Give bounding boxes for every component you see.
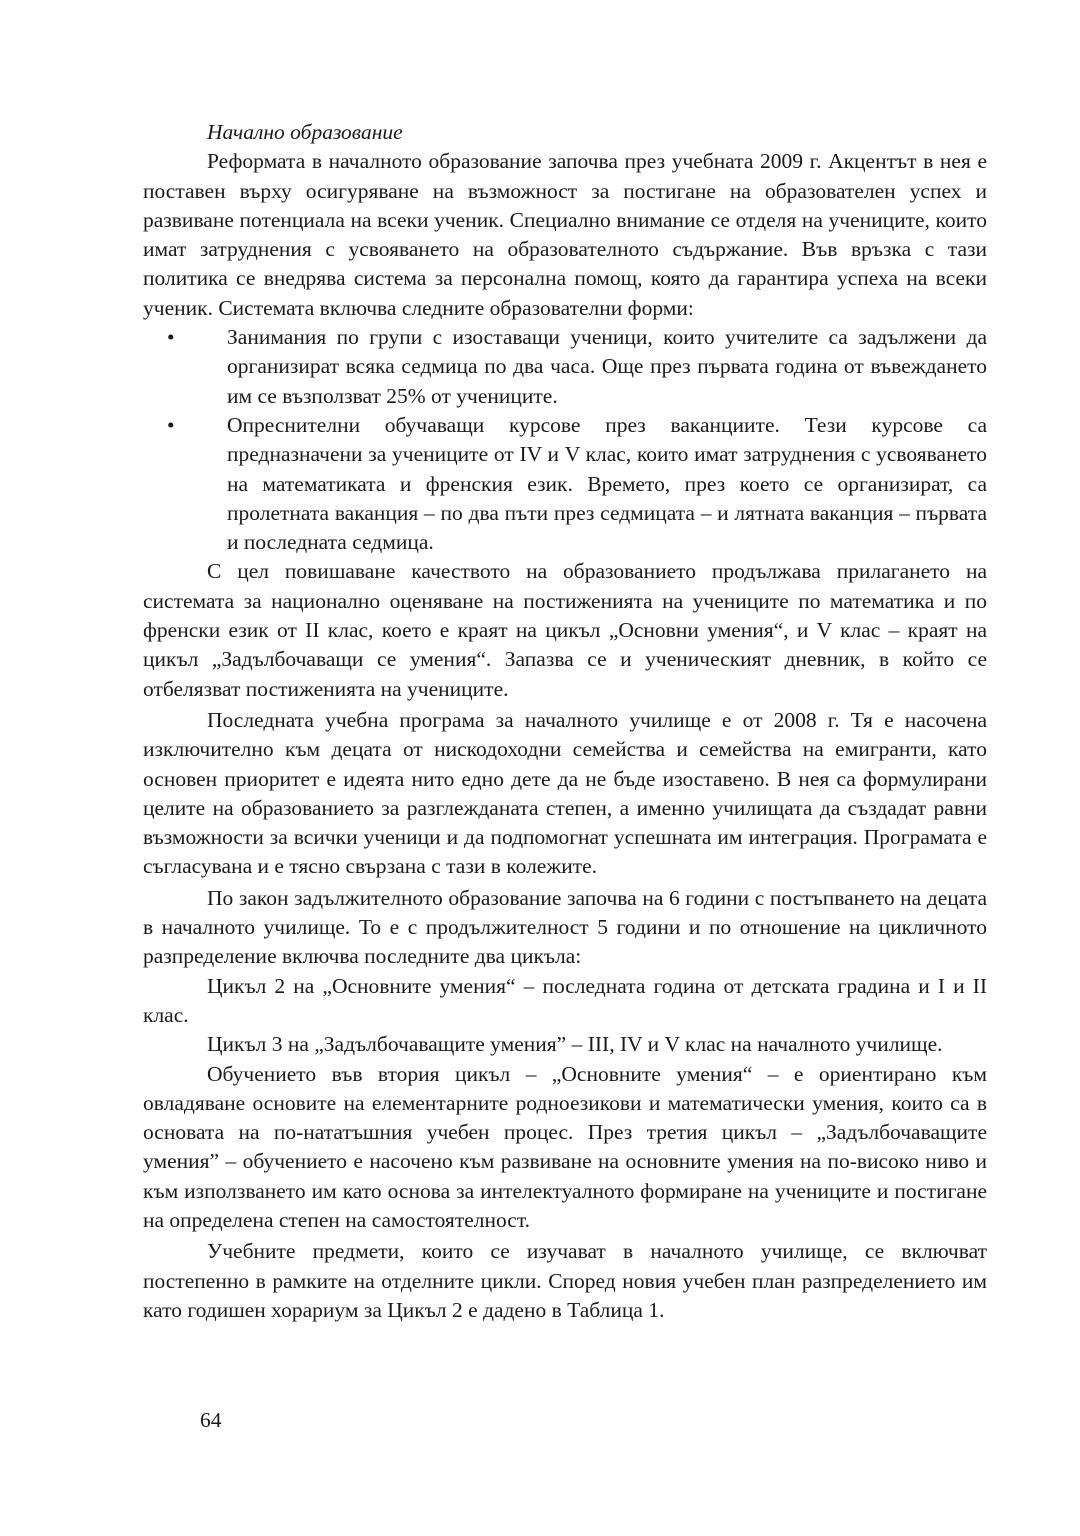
bullet-symbol: •	[167, 412, 175, 437]
intro-paragraph: Реформата в началното образование започва през учебната 2009 г. Акцентът в нея е поставен върху осигуряване на възможност за постигане на образователен успех и развиване потенциала на всеки ученик. Специално внимание се отделя на учениците, които имат затруднения с усвояването на образователното съдържание. Във връзка с тази политика се внедрява система за персонална помощ, която да гарантира успеха на всеки ученик. Системата включва следните образователни форми:	[143, 149, 987, 320]
paragraph-curriculum: Последната учебна програма за началното училище е от 2008 г. Тя е насочена изключително към децата от нискодоходни семейства и семейства на емигранти, като основен приоритет е идеята нито едно дете да не бъде изоставено. В нея са формулирани целите на образованието за разглежданата степен, а именно училищата да създадат равни възможности за всички ученици и да подпомогнат успешната им интеграция. Програмата е съгласувана и е тясно свързана с тази в колежите.	[143, 707, 987, 879]
bullet-text: Опреснителни обучаващи курсове през ваканциите. Тези курсове са предназначени за учениците от IV и V клас, които имат затруднения с усвояването на математиката и френския език. Времето, през което се организират, са пролетната ваканция – по два пъти през седмицата – и лятната ваканция – първата и последната седмица.	[227, 412, 987, 555]
paragraph-cycle-3: Цикъл 3 на „Задълбочаващите умения” – III, IV и V клас на началното училище.	[207, 1032, 943, 1057]
paragraph-training-cycles: Обучението във втория цикъл – „Основните умения“ – е ориентирано към овладяване основите на елементарните родноезикови и математически умения, които са в основата на по-нататъшния учебен процес. През третия цикъл – „Задълбочаващите умения” – обучението е насочено към развиване на основните умения на по-високо ниво и към използването им като основа за интелектуалното формиране на учениците и постигане на определена степен на самостоятелност.	[143, 1061, 987, 1232]
paragraph-subjects: Учебните предмети, които се изучават в началното училище, се включват постепенно в рамките на отделните цикли. Според новия учебен план разпределението им като годишен хорариум за Цикъл 2 е дадено в Таблица 1.	[143, 1239, 987, 1322]
bullet-item	[143, 411, 987, 557]
page-number: 64	[200, 1408, 222, 1432]
paragraph-cycle-2: Цикъл 2 на „Основните умения“ – последната година от детската градина и I и II клас.	[143, 973, 987, 1027]
bullet-list	[143, 323, 987, 557]
bullet-text: Занимания по групи с изоставащи ученици, които учителите са задължени да организират всяка седмица по два часа. Още през първата година от въвеждането им се възползват 25% от учениците.	[227, 325, 987, 408]
paragraph-compulsory-education: По закон задължителното образование започва на 6 години с постъпването на децата в началното училище. То е с продължителност 5 години и по отношение на цикличното разпределение включва последните два цикъла:	[143, 885, 987, 969]
paragraph-assessment: С цел повишаване качеството на образованието продължава прилагането на системата за национално оценяване на постиженията на учениците по математика и по френски език от II клас, което е краят на цикъл „Основни умения“, и V клас – краят на цикъл „Задълбочаващи се умения“. Запазва се и ученическият дневник, в който се отбелязват постиженията на учениците.	[143, 559, 987, 701]
section-title: Начално образование	[207, 120, 403, 144]
document-body	[143, 118, 987, 1325]
bullet-symbol: •	[167, 325, 175, 350]
bullet-item	[143, 323, 987, 411]
